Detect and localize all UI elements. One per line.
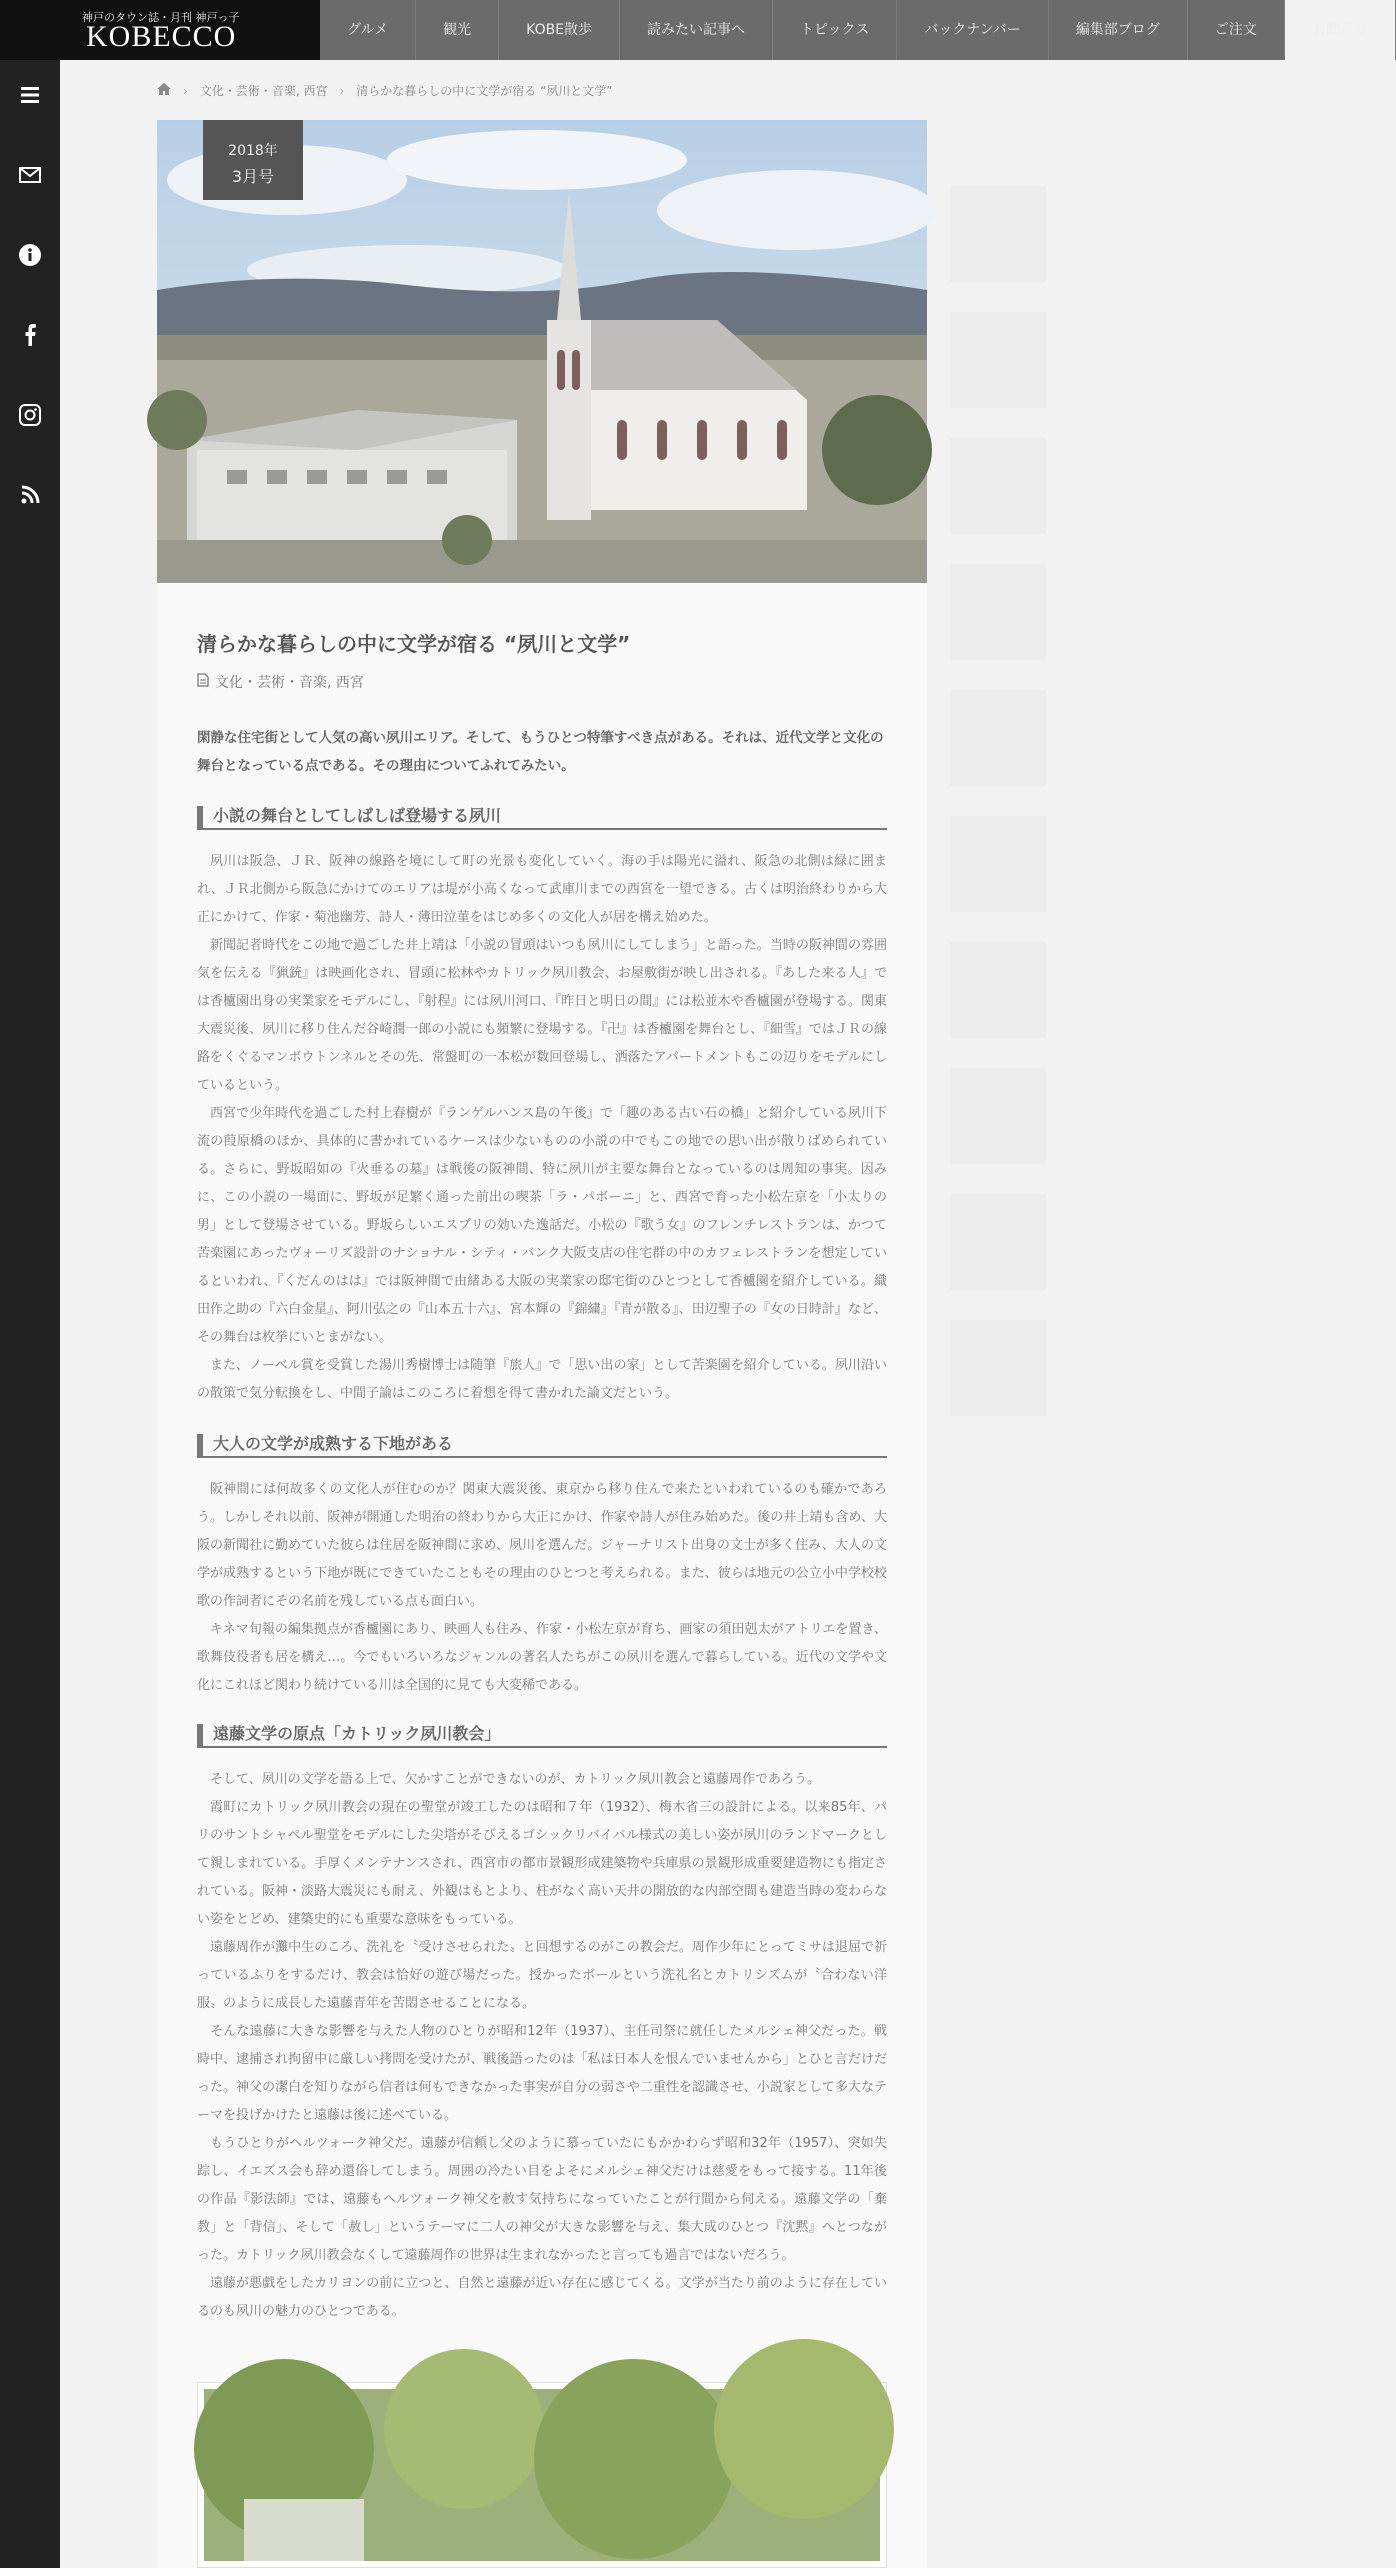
paragraph: 夙川は阪急、ＪＲ、阪神の線路を境にして町の光景も変化していく。海の手は陽光に溢れ、阪急の北側は緑に囲まれ、ＪＲ北側から阪急にかけてのエリアは堤が小高くなって武庫川までの西宮を一望できる。古くは明治終わりから大正にかけて、作家・菊池幽芳、詩人・薄田泣菫をはじめ多くの文化人が居を構え始めた。 xyxy=(197,854,887,925)
info-icon[interactable] xyxy=(0,235,60,275)
paragraph: もうひとりがヘルツォーク神父だ。遠藤が信頼し父のように慕っていたにもかかわらず昭和32年（1957）、突如失踪し、イエズス会も辞め還俗してしまう。周囲の冷たい目をよそにメルシェ神父だけは慈愛をもって接する。11年後の作品『影法師』では、遠藤もヘルツォーク神父を赦す気持ちになっていたことが行間から伺える。遠藤文学の「棄教」と「背信」、そして「赦し」というテーマに二人の神父が大きな影響を与え、集大成のひとつ『沈黙』へとつながった。カトリック夙川教会なくして遠藤周作の世界は生まれなかったと言っても過言ではないだろう。 xyxy=(197,2136,887,2263)
issue-badge xyxy=(203,120,303,200)
social-sidebar xyxy=(0,60,60,2568)
sidebar-thumbnail[interactable] xyxy=(950,690,1046,786)
top-navbar xyxy=(0,0,1368,60)
site-logo[interactable] xyxy=(0,0,320,60)
article-lead: 閑静な住宅街として人気の高い夙川エリア。そして、もうひとつ特筆すべき点がある。それは、近代文学と文化の舞台となっている点である。その理由についてふれてみたい。 xyxy=(197,730,884,774)
nav-item-back-numbers[interactable]: バックナンバー xyxy=(897,0,1048,60)
issue-month: 3月号 xyxy=(231,167,275,186)
breadcrumb-category[interactable]: 文化・芸術・音楽, 西宮 xyxy=(199,84,328,98)
sidebar-thumbnail[interactable] xyxy=(950,186,1046,282)
breadcrumb-current: 清らかな暮らしの中に文学が宿る “夙川と文学” xyxy=(356,84,613,98)
article-title: 清らかな暮らしの中に文学が宿る “夙川と文学” xyxy=(197,632,631,656)
article-category-link[interactable]: 文化・芸術・音楽, 西宮 xyxy=(215,675,364,691)
home-icon[interactable] xyxy=(157,83,171,98)
nav-item-gourmet[interactable]: グルメ xyxy=(320,0,416,60)
paragraph: 遠藤が悪戯をしたカリヨンの前に立つと、自然と遠藤が近い存在に感じてくる。文学が当たり前のように存在しているのも夙川の魅力のひとつである。 xyxy=(197,2276,887,2319)
section-heading: 小説の舞台としてしばしば登場する夙川 xyxy=(197,806,887,830)
sidebar-thumbnail[interactable] xyxy=(950,564,1046,660)
nav-item-contact[interactable]: お問合せ xyxy=(1285,0,1396,60)
issue-year: 2018年 xyxy=(228,143,278,159)
sidebar-thumbnail[interactable] xyxy=(950,816,1046,912)
section-body xyxy=(197,848,887,1408)
article-category xyxy=(197,672,364,692)
paragraph: また、ノーベル賞を受賞した湯川秀樹博士は随筆『旅人』で「思い出の家」として苦楽園を紹介している。夙川沿いの散策で気分転換をし、中間子論はこのころに着想を得て書かれた論文だという。 xyxy=(197,1358,887,1401)
article-photo-trees xyxy=(197,2382,887,2568)
rss-icon[interactable] xyxy=(0,475,60,515)
paragraph: 新聞記者時代をこの地で過ごした井上靖は「小説の冒頭はいつも夙川にしてしまう」と語った。当時の阪神間の雰囲気を伝える『猟銃』は映画化され、冒頭に松林やカトリック夙川教会、お屋敷街が映し出される。『あした来る人』では香櫨園出身の実業家をモデルにし、『射程』には夙川河口、『昨日と明日の間』には松並木や香櫨園が登場する。関東大震災後、夙川に移り住んだ谷崎潤一郎の小説にも頻繁に登場する。『卍』は香櫨園を舞台とし、『細雪』ではＪＲの線路をくぐるマンボウトンネルとその先、常盤町の一本松が数回登場し、洒落たアパートメントもこの辺りをモデルにしているという。 xyxy=(197,938,887,1093)
paragraph: そんな遠藤に大きな影響を与えた人物のひとりが昭和12年（1937）、主任司祭に就任したメルシェ神父だった。戦時中、逮捕され拘留中に厳しい拷問を受けたが、戦後語ったのは「私は日本人を恨んでいませんから」とひと言だけだった。神父の潔白を知りながら信者は何もできなかった事実が自分の弱さや二重性を認識させ、小説家として多大なテーマを投げかけたと遠藤は後に述べている。 xyxy=(197,2024,887,2123)
paragraph: 西宮で少年時代を過ごした村上春樹が『ランゲルハンス島の午後』で「趣のある古い石の橋」と紹介している夙川下流の葭原橋のほか、具体的に書かれているケースは少ないものの小説の中でもこの地での思い出が散りばめられている。さらに、野坂昭如の『火垂るの墓』は戦後の阪神間、特に夙川が主要な舞台となっているのは周知の事実。因みに、この小説の一場面に、野坂が足繁く通った前出の喫茶「ラ・パボーニ」と、西宮で育った小松左京を「小太りの男」として登場させている。野坂らしいエスプリの効いた逸話だ。小松の『歌う女』のフレンチレストランは、かつて苦楽園にあったヴォーリズ設計のナショナル・シティ・バンク大阪支店の住宅群の中のカフェレストランを想定しているといわれ、『くだんのはは』では阪神間で由緒ある大阪の実業家の邸宅街のひとつとして香櫨園を紹介している。織田作之助の『六白金星』、阿川弘之の『山本五十六』、宮本輝の『錦繍』『青が散る』、田辺聖子の『女の日時計』など、その舞台は枚挙にいとまがない。 xyxy=(197,1106,887,1345)
sidebar-thumbnail[interactable] xyxy=(950,1194,1046,1290)
article xyxy=(157,120,927,2568)
sidebar-thumbnail[interactable] xyxy=(950,312,1046,408)
facebook-icon[interactable] xyxy=(0,315,60,355)
section-heading: 遠藤文学の原点「カトリック夙川教会」 xyxy=(197,1724,887,1748)
sidebar-thumbnail[interactable] xyxy=(950,438,1046,534)
nav-item-topics[interactable]: トピックス xyxy=(773,0,897,60)
instagram-icon[interactable] xyxy=(0,395,60,435)
mail-icon[interactable] xyxy=(0,155,60,195)
logo-subtitle: 神戸のタウン誌・月刊 神戸っ子 xyxy=(82,11,240,24)
hero-image-church xyxy=(157,120,927,583)
logo-title: KOBECCO xyxy=(86,20,237,53)
paragraph: キネマ旬報の編集拠点が香櫨園にあり、映画人も住み、作家・小松左京が育ち、画家の須田剋太がアトリエを置き、歌舞伎役者も居を構え…。今でもいろいろなジャンルの著名人たちがこの夙川を選んで暮らしている。近代の文学や文化にこれほど関わり続けている川は全国的に見ても大変稀である。 xyxy=(197,1622,887,1693)
main-nav xyxy=(320,0,1396,60)
paragraph: 霞町にカトリック夙川教会の現在の聖堂が竣工したのは昭和７年（1932）、梅木省三の設計による。以来85年、パリのサントシャペル聖堂をモデルにした尖塔がそびえるゴシックリバイバル様式の美しい姿が夙川のランドマークとして親しまれている。手厚くメンテナンスされ、西宮市の都市景観形成建築物や兵庫県の景観形成重要建造物にも指定されている。阪神・淡路大震災にも耐え、外観はもとより、柱がなく高い天井の開放的な内部空間も建造当時の変わらない姿をとどめ、建築史的にも重要な意味をもっている。 xyxy=(197,1800,887,1927)
sidebar-thumbnail[interactable] xyxy=(950,1320,1046,1416)
sidebar-thumbnail[interactable] xyxy=(950,942,1046,1038)
breadcrumb xyxy=(157,82,613,99)
nav-item-articles[interactable]: 読みたい記事へ xyxy=(620,0,773,60)
breadcrumb-separator: › xyxy=(339,83,345,98)
nav-item-order[interactable]: ご注文 xyxy=(1188,0,1285,60)
nav-item-sightseeing[interactable]: 観光 xyxy=(416,0,499,60)
paragraph: 遠藤周作が灘中生のころ、洗礼を〝受けさせられた〟と回想するのがこの教会だ。周作少年にとってミサは退屈で祈っているふりをするだけ、教会は恰好の遊び場だった。授かったボールという洗礼名とカトリシズムが〝合わない洋服〟のように成長した遠藤青年を苦悶させることになる。 xyxy=(197,1940,887,2011)
nav-item-kobe-walk[interactable]: KOBE散歩 xyxy=(499,0,620,60)
document-icon xyxy=(197,673,209,691)
section-body xyxy=(197,1766,887,2326)
sidebar-thumbnail[interactable] xyxy=(950,1068,1046,1164)
section-heading: 大人の文学が成熟する下地がある xyxy=(197,1434,887,1458)
paragraph: 阪神間には何故多くの文化人が住むのか？関東大震災後、東京から移り住んで来たといわれているのも確かであろう。しかしそれ以前、阪神が開通した明治の終わりから大正にかけ、作家や詩人が住み始めた。後の井上靖も含め、大阪の新聞社に勤めていた彼らは住居を阪神間に求め、夙川を選んだ。ジャーナリスト出身の文士が多く住み、大人の文学が成熟するという下地が既にできていたこともその理由のひとつと考えられる。また、彼らは地元の公立小中学校校歌の作詞者にその名前を残している点も面白い。 xyxy=(197,1482,887,1609)
nav-item-blog[interactable]: 編集部ブログ xyxy=(1049,0,1188,60)
menu-icon[interactable] xyxy=(0,75,60,115)
paragraph: そして、夙川の文学を語る上で、欠かすことができないのが、カトリック夙川教会と遠藤周作であろう。 xyxy=(210,1772,820,1787)
section-body xyxy=(197,1476,887,1700)
breadcrumb-separator: › xyxy=(183,83,188,98)
